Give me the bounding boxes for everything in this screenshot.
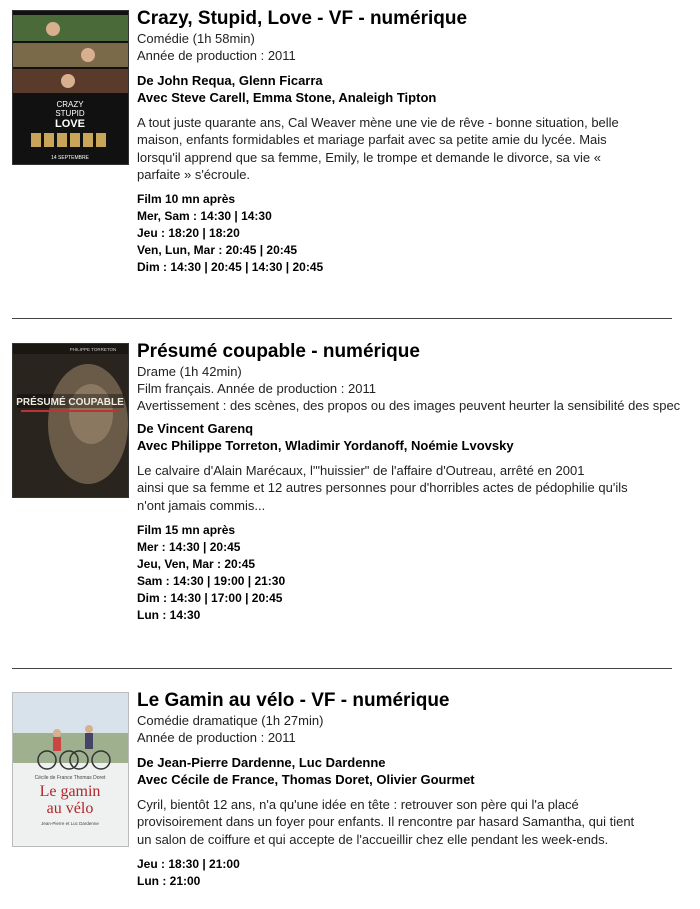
divider bbox=[12, 668, 672, 669]
poster-actors: Cécile de France Thomas Doret bbox=[34, 775, 106, 781]
film-genre: Comédie (1h 58min) bbox=[137, 31, 255, 46]
showtime-line: Mer, Sam : 14:30 | 14:30 bbox=[137, 209, 272, 224]
showtime-line: Jeu, Ven, Mar : 20:45 bbox=[137, 556, 256, 571]
film-info bbox=[137, 341, 700, 624]
synopsis-line: A tout juste quarante ans, Cal Weaver mène une vie de rêve - bonne situation, belle bbox=[137, 115, 619, 130]
film-listing bbox=[0, 341, 700, 631]
film-director: De Jean-Pierre Dardenne, Luc Dardenne bbox=[137, 755, 386, 770]
film-synopsis bbox=[137, 462, 657, 514]
film-warning: Avertissement : des scènes, des propos ou des images peuvent heurter la sensibilité des spec bbox=[137, 398, 681, 413]
poster-actor: PHILIPPE TORRETON bbox=[69, 347, 117, 352]
movie-poster[interactable] bbox=[12, 692, 129, 847]
showtime-line: Ven, Lun, Mar : 20:45 | 20:45 bbox=[137, 243, 298, 258]
poster-title-line: STUPID bbox=[55, 109, 85, 118]
showtimes bbox=[137, 856, 700, 890]
poster-title-line: au vélo bbox=[46, 800, 94, 817]
synopsis-line: provisoirement dans un foyer pour enfants. Il rencontre par hasard Samantha, qui tient bbox=[137, 814, 635, 830]
film-synopsis bbox=[137, 796, 657, 848]
divider bbox=[12, 318, 672, 319]
film-synopsis bbox=[137, 114, 657, 183]
showtime-line: Jeu : 18:20 | 18:20 bbox=[137, 226, 240, 241]
synopsis-line: Cyril, bientôt 12 ans, n'a qu'une idée en tête : retrouver son père qui l'a placé bbox=[137, 797, 579, 812]
showtimes bbox=[137, 522, 700, 624]
poster-crazy-stupid-love bbox=[13, 11, 128, 164]
film-title[interactable]: Le Gamin au vélo - VF - numérique bbox=[137, 690, 450, 711]
synopsis-line: n'ont jamais commis... bbox=[137, 497, 266, 513]
film-info bbox=[137, 8, 700, 276]
poster-presume-coupable bbox=[13, 344, 128, 497]
showtime-line: Dim : 14:30 | 20:45 | 14:30 | 20:45 bbox=[137, 260, 324, 275]
showtime-line: Film 10 mn après bbox=[137, 192, 236, 207]
poster-title-line: CRAZY bbox=[56, 100, 84, 109]
movie-poster[interactable] bbox=[12, 343, 129, 498]
synopsis-line: lorsqu'il apprend que sa femme, Emily, le trompe et demande le divorce, sa vie « bbox=[137, 149, 601, 165]
film-production-year: Année de production : 2011 bbox=[137, 48, 296, 63]
synopsis-line: maison, enfants formidables et mariage parfait avec sa petite amie du lycée. Mais bbox=[137, 132, 607, 148]
poster-title-line: Le gamin bbox=[39, 783, 101, 800]
poster-le-gamin-au-velo bbox=[13, 693, 128, 846]
showtime-line: Film 15 mn après bbox=[137, 522, 236, 537]
film-cast: Avec Philippe Torreton, Wladimir Yordanoff, Noémie Lvovsky bbox=[137, 438, 514, 453]
showtime-line: Dim : 14:30 | 17:00 | 20:45 bbox=[137, 590, 283, 605]
film-director: De John Requa, Glenn Ficarra bbox=[137, 73, 323, 88]
film-director: De Vincent Garenq bbox=[137, 421, 254, 436]
showtime-line: Jeu : 18:30 | 21:00 bbox=[137, 856, 240, 871]
poster-title: PRÉSUMÉ COUPABLE bbox=[16, 397, 124, 408]
poster-title-line: LOVE bbox=[55, 118, 85, 130]
showtime-line: Lun : 14:30 bbox=[137, 607, 201, 622]
synopsis-line: ainsi que sa femme et 12 autres personnes pour d'horribles actes de pédophilie qu'ils bbox=[137, 480, 628, 496]
film-listing bbox=[0, 8, 700, 278]
film-title[interactable]: Présumé coupable - numérique bbox=[137, 341, 420, 362]
poster-directors: Jean-Pierre et Luc Dardenne bbox=[41, 821, 99, 826]
film-listing bbox=[0, 690, 700, 905]
synopsis-line: parfaite » s'écroule. bbox=[137, 166, 251, 182]
film-title[interactable]: Crazy, Stupid, Love - VF - numérique bbox=[137, 8, 468, 29]
showtime-line: Lun : 21:00 bbox=[137, 873, 201, 888]
showtimes bbox=[137, 191, 700, 276]
showtime-line: Sam : 14:30 | 19:00 | 21:30 bbox=[137, 573, 286, 588]
movie-poster[interactable] bbox=[12, 10, 129, 165]
film-genre: Drame (1h 42min) bbox=[137, 364, 242, 379]
film-cast: Avec Cécile de France, Thomas Doret, Olivier Gourmet bbox=[137, 772, 475, 787]
film-genre: Comédie dramatique (1h 27min) bbox=[137, 713, 324, 728]
film-cast: Avec Steve Carell, Emma Stone, Analeigh Tipton bbox=[137, 90, 437, 105]
film-production-year: Film français. Année de production : 2011 bbox=[137, 381, 376, 396]
poster-date: 14 SEPTEMBRE bbox=[51, 155, 89, 161]
synopsis-line: un salon de coiffure et qui accepte de l'accueillir chez elle pendant les week-ends. bbox=[137, 831, 609, 847]
synopsis-line: Le calvaire d'Alain Marécaux, l'"huissier" de l'affaire d'Outreau, arrêté en 2001 bbox=[137, 463, 585, 478]
film-info bbox=[137, 690, 700, 890]
showtime-line: Mer : 14:30 | 20:45 bbox=[137, 539, 241, 554]
film-production-year: Année de production : 2011 bbox=[137, 730, 296, 745]
